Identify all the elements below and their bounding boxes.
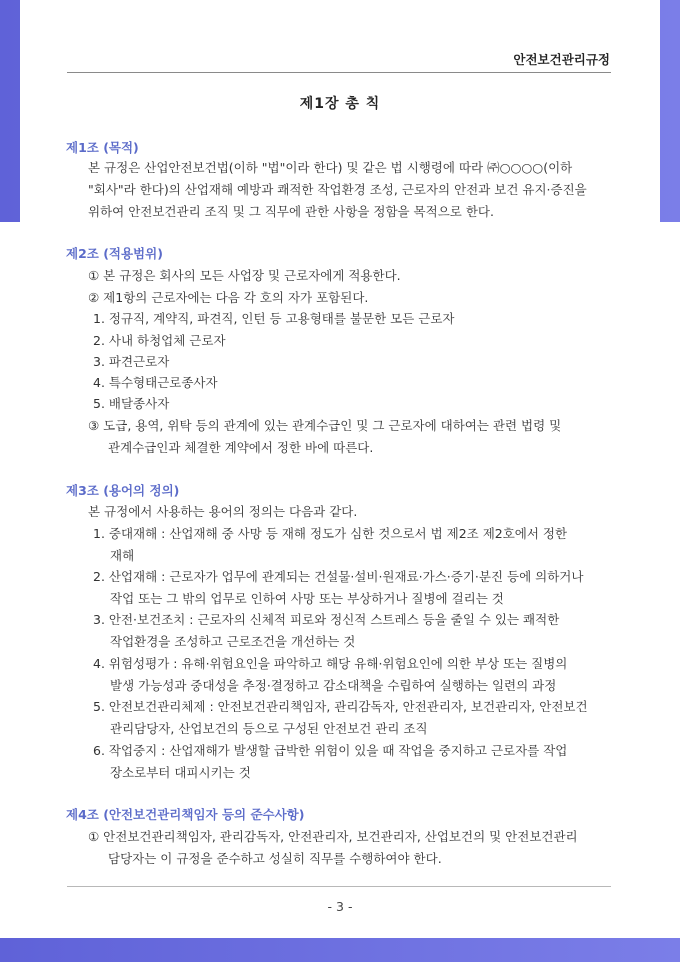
- page-number: - 3 -: [327, 899, 353, 914]
- document-page: [20, 0, 660, 938]
- article-1-line-3: 위하여 안전보건관리 조직 및 그 직무에 관한 사항을 정함을 목적으로 한다.: [88, 204, 494, 219]
- article-2-title: 제2조 (적용범위): [66, 246, 163, 261]
- article-1-line-2: "회사"라 한다)의 산업재해 예방과 쾌적한 작업환경 조성, 근로자의 안전과 보건 유지·증진을: [88, 182, 587, 197]
- article-2-line-7: 5. 배달종사자: [93, 396, 170, 411]
- background-band-bottom: [0, 938, 680, 962]
- article-1-title: 제1조 (목적): [66, 140, 139, 155]
- article-2-line-8: ③ 도급, 용역, 위탁 등의 관계에 있는 관계수급인 및 그 근로자에 대하여는 관련 법령 및: [88, 418, 562, 433]
- article-3-line-4: 2. 산업재해 : 근로자가 업무에 관계되는 건설물·설비·원재료·가스·증기·분진 등에 의하거나: [93, 569, 584, 584]
- article-3-line-12: 6. 작업중지 : 산업재해가 발생할 급박한 위험이 있을 때 작업을 중지하고 근로자를 작업: [93, 743, 568, 758]
- article-3-line-6: 3. 안전·보건조치 : 근로자의 신체적 피로와 정신적 스트레스 등을 줄일 수 있는 쾌적한: [93, 612, 560, 627]
- article-3-line-9: 발생 가능성과 중대성을 추정·결정하고 감소대책을 수립하여 실행하는 일련의 과정: [110, 678, 557, 693]
- article-2-line-5: 3. 파견근로자: [93, 354, 170, 369]
- article-3-line-7: 작업환경을 조성하고 근로조건을 개선하는 것: [110, 634, 356, 649]
- article-3-line-8: 4. 위험성평가 : 유해·위험요인을 파악하고 해당 유해·위험요인에 의한 부상 또는 질병의: [93, 656, 568, 671]
- article-2-line-2: ② 제1항의 근로자에는 다음 각 호의 자가 포함된다.: [88, 290, 369, 305]
- article-3-line-11: 관리담당자, 산업보건의 등으로 구성된 안전보건 관리 조직: [110, 721, 428, 736]
- article-3-line-2: 1. 중대재해 : 산업재해 중 사망 등 재해 정도가 심한 것으로서 법 제2조 제2호에서 정한: [93, 526, 568, 541]
- article-4-title: 제4조 (안전보건관리책임자 등의 준수사항): [66, 807, 305, 822]
- article-4-line-2: 담당자는 이 규정을 준수하고 성실히 직무를 수행하여야 한다.: [108, 851, 442, 866]
- article-2-line-4: 2. 사내 하청업체 근로자: [93, 333, 226, 348]
- header-divider: [67, 72, 611, 73]
- article-3-line-5: 작업 또는 그 밖의 업무로 인하여 사망 또는 부상하거나 질병에 걸리는 것: [110, 591, 504, 606]
- document-header-title: 안전보건관리규정: [513, 52, 610, 67]
- article-2-line-1: ① 본 규정은 회사의 모든 사업장 및 근로자에게 적용한다.: [88, 268, 401, 283]
- article-2-line-6: 4. 특수형태근로종사자: [93, 375, 218, 390]
- article-3-title: 제3조 (용어의 정의): [66, 483, 180, 498]
- article-3-line-10: 5. 안전보건관리체제 : 안전보건관리책임자, 관리감독자, 안전관리자, 보건관리자, 안전보건: [93, 699, 588, 714]
- article-2-line-3: 1. 정규직, 계약직, 파견직, 인턴 등 고용형태를 불문한 모든 근로자: [93, 311, 455, 326]
- article-2-line-9: 관계수급인과 체결한 계약에서 정한 바에 따른다.: [108, 440, 374, 455]
- article-1-line-1: 본 규정은 산업안전보건법(이하 "법"이라 한다) 및 같은 법 시행령에 따라 ㈜○○○○(이하: [88, 160, 573, 175]
- chapter-title: 제1장 총 칙: [299, 96, 381, 112]
- article-3-line-3: 재해: [110, 548, 135, 563]
- footer-divider: [67, 886, 611, 887]
- article-3-line-1: 본 규정에서 사용하는 용어의 정의는 다음과 같다.: [88, 504, 358, 519]
- article-3-line-13: 장소로부터 대피시키는 것: [110, 765, 251, 780]
- article-4-line-1: ① 안전보건관리책임자, 관리감독자, 안전관리자, 보건관리자, 산업보건의 및 안전보건관리: [88, 829, 578, 844]
